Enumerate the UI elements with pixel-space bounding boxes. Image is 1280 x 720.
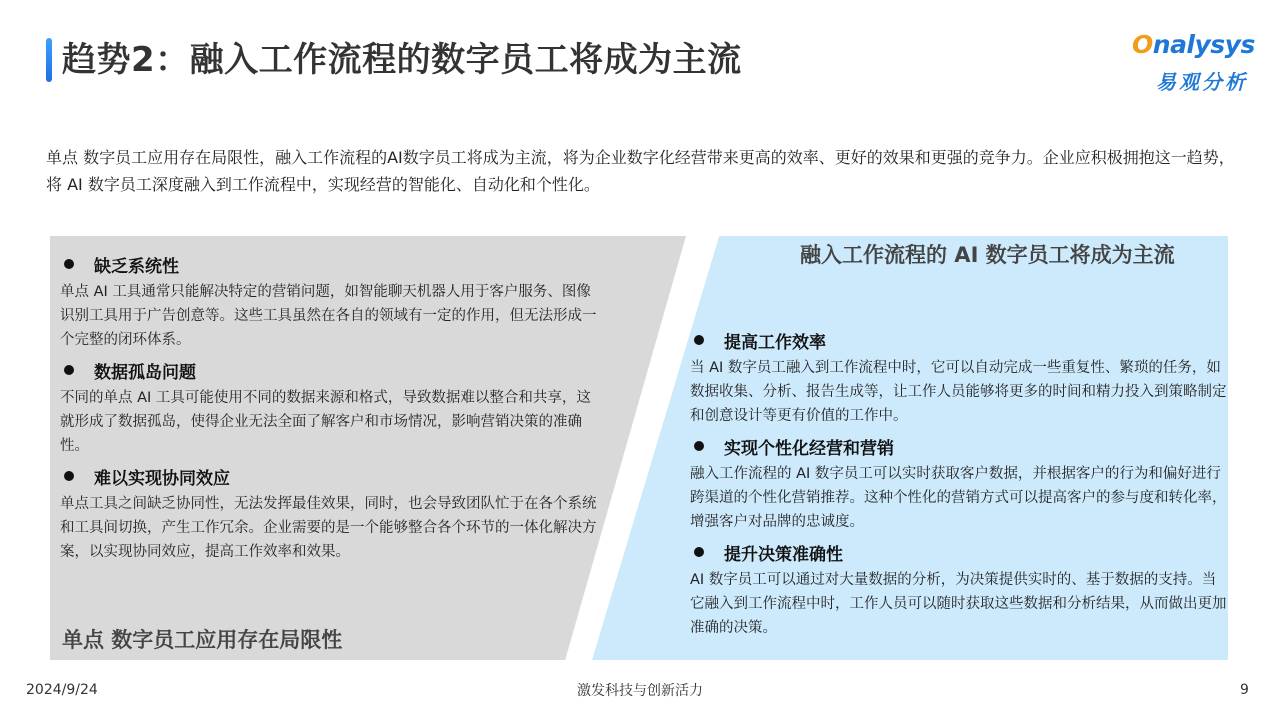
bullet-icon bbox=[694, 441, 704, 451]
logo-english bbox=[1132, 30, 1255, 59]
right-panel-title: 融入工作流程的 AI 数字员工将成为主流 bbox=[800, 243, 1175, 267]
left-item-heading bbox=[60, 356, 600, 384]
bullet-icon bbox=[64, 471, 74, 481]
right-item-heading-text: 提升决策准确性 bbox=[724, 544, 843, 565]
page-title: 趋势2：融入工作流程的数字员工将成为主流 bbox=[62, 40, 742, 80]
bullet-icon bbox=[694, 547, 704, 557]
left-item-heading-text: 难以实现协同效应 bbox=[94, 468, 230, 489]
left-item-heading bbox=[60, 462, 600, 490]
bullet-icon bbox=[64, 365, 74, 375]
left-item-heading-text: 数据孤岛问题 bbox=[94, 362, 196, 383]
logo-o-mark: O bbox=[1132, 30, 1153, 59]
left-item-systematic bbox=[60, 250, 600, 352]
right-item-efficiency bbox=[690, 326, 1230, 428]
right-panel-content bbox=[690, 326, 1230, 644]
left-panel-content bbox=[60, 250, 600, 568]
right-item-heading bbox=[690, 432, 1230, 460]
bullet-icon bbox=[64, 259, 74, 269]
analysys-logo bbox=[1132, 30, 1262, 100]
footer-slogan: 激发科技与创新活力 bbox=[577, 683, 703, 699]
right-item-body: 融入工作流程的 AI 数字员工可以实时获取客户数据，并根据客户的行为和偏好进行跨渠道的个性化营销推荐。这种个性化的营销方式可以提高客户的参与度和转化率，增强客户对品牌的忠诚度。 bbox=[690, 466, 1227, 530]
logo-english-rest: nalysys bbox=[1152, 30, 1255, 59]
right-item-heading bbox=[690, 326, 1230, 354]
intro-paragraph: 单点 数字员工应用存在局限性，融入工作流程的AI数字员工将成为主流，将为企业数字化经营带来更高的效率、更好的效果和更强的竞争力。企业应积极拥抱这一趋势，将 AI 数字员工深度融入到工作流程中，实现经营的智能化、自动化和个性化。 bbox=[46, 148, 1235, 194]
right-item-body: 当 AI 数字员工融入到工作流程中时，它可以自动完成一些重复性、繁琐的任务，如数据收集、分析、报告生成等，让工作人员能够将更多的时间和精力投入到策略制定和创意设计等更有价值的工作中。 bbox=[690, 360, 1227, 424]
right-item-body: AI 数字员工可以通过对大量数据的分析，为决策提供实时的、基于数据的支持。当它融入到工作流程中时，工作人员可以随时获取这些数据和分析结果，从而做出更加准确的决策。 bbox=[690, 572, 1227, 636]
bullet-icon bbox=[694, 335, 704, 345]
right-item-heading-text: 实现个性化经营和营销 bbox=[724, 438, 894, 459]
left-panel-caption: 单点 数字员工应用存在局限性 bbox=[62, 628, 343, 652]
left-item-heading-text: 缺乏系统性 bbox=[94, 256, 179, 277]
left-item-body: 不同的单点 AI 工具可能使用不同的数据来源和格式，导致数据难以整合和共享，这就形成了数据孤岛，使得企业无法全面了解客户和市场情况，影响营销决策的准确性。 bbox=[60, 390, 591, 454]
left-item-body: 单点 AI 工具通常只能解决特定的营销问题，如智能聊天机器人用于客户服务、图像识别工具用于广告创意等。这些工具虽然在各自的领域有一定的作用，但无法形成一个完整的闭环体系。 bbox=[60, 284, 597, 348]
right-item-personalization bbox=[690, 432, 1230, 534]
left-item-heading bbox=[60, 250, 600, 278]
left-item-data-silo bbox=[60, 356, 600, 458]
right-item-decision bbox=[690, 538, 1230, 640]
title-accent-bar bbox=[46, 38, 52, 82]
left-item-body: 单点工具之间缺乏协同性，无法发挥最佳效果，同时，也会导致团队忙于在各个系统和工具间切换，产生工作冗余。企业需要的是一个能够整合各个环节的一体化解决方案，以实现协同效应，提高工作效率和效果。 bbox=[60, 496, 597, 560]
left-item-synergy bbox=[60, 462, 600, 564]
logo-chinese: 易观分析 bbox=[1156, 70, 1248, 94]
right-item-heading-text: 提高工作效率 bbox=[724, 332, 826, 353]
right-item-heading bbox=[690, 538, 1230, 566]
footer-date: 2024/9/24 bbox=[26, 682, 98, 698]
page-number: 9 bbox=[1240, 682, 1249, 698]
